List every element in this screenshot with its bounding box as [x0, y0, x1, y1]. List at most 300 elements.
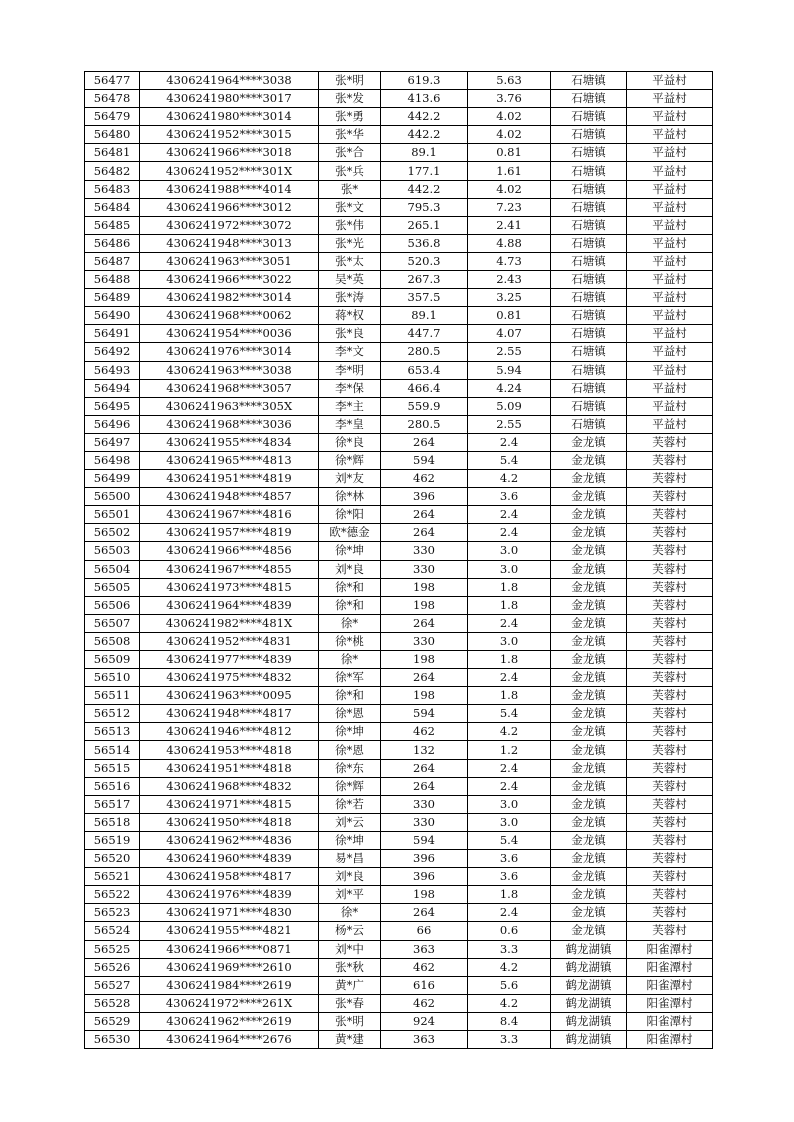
village-cell: 平益村 — [627, 307, 713, 325]
table-row — [85, 596, 713, 614]
serial-number-cell: 56506 — [85, 596, 140, 614]
area-cell: 2.55 — [468, 343, 551, 361]
table-row — [85, 72, 713, 90]
serial-number-cell: 56489 — [85, 289, 140, 307]
village-cell: 芙蓉村 — [627, 651, 713, 669]
town-cell: 鹤龙湖镇 — [551, 958, 627, 976]
amount-cell: 462 — [381, 723, 468, 741]
village-cell: 芙蓉村 — [627, 632, 713, 650]
name-cell: 易*昌 — [319, 850, 381, 868]
area-cell: 1.8 — [468, 578, 551, 596]
area-cell: 0.81 — [468, 144, 551, 162]
town-cell: 鹤龙湖镇 — [551, 1012, 627, 1030]
id-number-cell: 4306241951****4819 — [140, 470, 319, 488]
amount-cell: 89.1 — [381, 144, 468, 162]
area-cell: 2.4 — [468, 524, 551, 542]
town-cell: 金龙镇 — [551, 868, 627, 886]
id-number-cell: 4306241950****4818 — [140, 813, 319, 831]
village-cell: 芙蓉村 — [627, 524, 713, 542]
table-row — [85, 831, 713, 849]
town-cell: 石塘镇 — [551, 126, 627, 144]
id-number-cell: 4306241968****3057 — [140, 379, 319, 397]
serial-number-cell: 56504 — [85, 560, 140, 578]
table-row — [85, 379, 713, 397]
id-number-cell: 4306241971****4815 — [140, 795, 319, 813]
serial-number-cell: 56520 — [85, 850, 140, 868]
town-cell: 金龙镇 — [551, 506, 627, 524]
area-cell: 2.55 — [468, 415, 551, 433]
table-row — [85, 180, 713, 198]
area-cell: 1.8 — [468, 651, 551, 669]
name-cell: 张*秋 — [319, 958, 381, 976]
amount-cell: 442.2 — [381, 180, 468, 198]
town-cell: 金龙镇 — [551, 560, 627, 578]
id-number-cell: 4306241967****4855 — [140, 560, 319, 578]
amount-cell: 559.9 — [381, 397, 468, 415]
table-row — [85, 1030, 713, 1048]
town-cell: 金龙镇 — [551, 777, 627, 795]
id-number-cell: 4306241968****4832 — [140, 777, 319, 795]
area-cell: 5.09 — [468, 397, 551, 415]
name-cell: 吴*英 — [319, 271, 381, 289]
serial-number-cell: 56510 — [85, 669, 140, 687]
amount-cell: 594 — [381, 831, 468, 849]
data-table — [84, 71, 713, 1049]
id-number-cell: 4306241976****3014 — [140, 343, 319, 361]
table-row — [85, 307, 713, 325]
id-number-cell: 4306241960****4839 — [140, 850, 319, 868]
amount-cell: 795.3 — [381, 198, 468, 216]
serial-number-cell: 56479 — [85, 108, 140, 126]
village-cell: 芙蓉村 — [627, 904, 713, 922]
serial-number-cell: 56498 — [85, 451, 140, 469]
amount-cell: 442.2 — [381, 108, 468, 126]
id-number-cell: 4306241984****2619 — [140, 976, 319, 994]
area-cell: 3.6 — [468, 488, 551, 506]
area-cell: 4.73 — [468, 252, 551, 270]
name-cell: 徐*阳 — [319, 506, 381, 524]
table-row — [85, 451, 713, 469]
amount-cell: 280.5 — [381, 343, 468, 361]
table-row — [85, 994, 713, 1012]
serial-number-cell: 56494 — [85, 379, 140, 397]
village-cell: 阳雀潭村 — [627, 994, 713, 1012]
amount-cell: 462 — [381, 958, 468, 976]
village-cell: 芙蓉村 — [627, 578, 713, 596]
area-cell: 4.2 — [468, 994, 551, 1012]
serial-number-cell: 56507 — [85, 614, 140, 632]
town-cell: 石塘镇 — [551, 234, 627, 252]
serial-number-cell: 56499 — [85, 470, 140, 488]
amount-cell: 177.1 — [381, 162, 468, 180]
village-cell: 平益村 — [627, 234, 713, 252]
table-row — [85, 922, 713, 940]
name-cell: 徐*恩 — [319, 705, 381, 723]
table-row — [85, 904, 713, 922]
amount-cell: 594 — [381, 705, 468, 723]
amount-cell: 198 — [381, 886, 468, 904]
town-cell: 金龙镇 — [551, 651, 627, 669]
name-cell: 徐*恩 — [319, 741, 381, 759]
serial-number-cell: 56477 — [85, 72, 140, 90]
town-cell: 金龙镇 — [551, 488, 627, 506]
area-cell: 4.07 — [468, 325, 551, 343]
id-number-cell: 4306241964****3038 — [140, 72, 319, 90]
area-cell: 2.43 — [468, 271, 551, 289]
area-cell: 5.94 — [468, 361, 551, 379]
id-number-cell: 4306241972****261X — [140, 994, 319, 1012]
serial-number-cell: 56497 — [85, 433, 140, 451]
village-cell: 阳雀潭村 — [627, 976, 713, 994]
table-row — [85, 886, 713, 904]
id-number-cell: 4306241952****301X — [140, 162, 319, 180]
name-cell: 徐*军 — [319, 669, 381, 687]
table-row — [85, 343, 713, 361]
id-number-cell: 4306241966****3012 — [140, 198, 319, 216]
serial-number-cell: 56492 — [85, 343, 140, 361]
id-number-cell: 4306241980****3017 — [140, 90, 319, 108]
name-cell: 李*主 — [319, 397, 381, 415]
town-cell: 金龙镇 — [551, 922, 627, 940]
town-cell: 鹤龙湖镇 — [551, 976, 627, 994]
serial-number-cell: 56524 — [85, 922, 140, 940]
table-row — [85, 723, 713, 741]
table-row — [85, 162, 713, 180]
table-row — [85, 488, 713, 506]
name-cell: 刘*友 — [319, 470, 381, 488]
table-row — [85, 813, 713, 831]
name-cell: 徐*东 — [319, 759, 381, 777]
area-cell: 2.4 — [468, 506, 551, 524]
table-row — [85, 325, 713, 343]
serial-number-cell: 56502 — [85, 524, 140, 542]
table-row — [85, 524, 713, 542]
area-cell: 3.6 — [468, 850, 551, 868]
town-cell: 石塘镇 — [551, 289, 627, 307]
serial-number-cell: 56511 — [85, 687, 140, 705]
amount-cell: 264 — [381, 669, 468, 687]
town-cell: 金龙镇 — [551, 813, 627, 831]
area-cell: 2.4 — [468, 433, 551, 451]
village-cell: 平益村 — [627, 343, 713, 361]
table-row — [85, 560, 713, 578]
town-cell: 金龙镇 — [551, 470, 627, 488]
town-cell: 石塘镇 — [551, 198, 627, 216]
id-number-cell: 4306241973****4815 — [140, 578, 319, 596]
id-number-cell: 4306241966****3018 — [140, 144, 319, 162]
name-cell: 张*春 — [319, 994, 381, 1012]
village-cell: 平益村 — [627, 415, 713, 433]
serial-number-cell: 56525 — [85, 940, 140, 958]
table-row — [85, 940, 713, 958]
village-cell: 平益村 — [627, 271, 713, 289]
name-cell: 欧*德金 — [319, 524, 381, 542]
area-cell: 4.2 — [468, 470, 551, 488]
id-number-cell: 4306241968****0062 — [140, 307, 319, 325]
area-cell: 1.61 — [468, 162, 551, 180]
amount-cell: 462 — [381, 994, 468, 1012]
table-row — [85, 759, 713, 777]
amount-cell: 396 — [381, 488, 468, 506]
amount-cell: 264 — [381, 759, 468, 777]
serial-number-cell: 56482 — [85, 162, 140, 180]
name-cell: 李*皇 — [319, 415, 381, 433]
serial-number-cell: 56478 — [85, 90, 140, 108]
village-cell: 平益村 — [627, 198, 713, 216]
town-cell: 石塘镇 — [551, 379, 627, 397]
id-number-cell: 4306241976****4839 — [140, 886, 319, 904]
village-cell: 芙蓉村 — [627, 922, 713, 940]
serial-number-cell: 56519 — [85, 831, 140, 849]
serial-number-cell: 56501 — [85, 506, 140, 524]
table-row — [85, 687, 713, 705]
serial-number-cell: 56526 — [85, 958, 140, 976]
amount-cell: 330 — [381, 813, 468, 831]
name-cell: 张*良 — [319, 325, 381, 343]
serial-number-cell: 56491 — [85, 325, 140, 343]
table-row — [85, 108, 713, 126]
id-number-cell: 4306241962****2619 — [140, 1012, 319, 1030]
serial-number-cell: 56521 — [85, 868, 140, 886]
area-cell: 3.3 — [468, 940, 551, 958]
name-cell: 李*明 — [319, 361, 381, 379]
table-body — [85, 72, 713, 1049]
village-cell: 芙蓉村 — [627, 868, 713, 886]
village-cell: 平益村 — [627, 361, 713, 379]
town-cell: 金龙镇 — [551, 524, 627, 542]
id-number-cell: 4306241968****3036 — [140, 415, 319, 433]
area-cell: 3.0 — [468, 560, 551, 578]
area-cell: 4.88 — [468, 234, 551, 252]
town-cell: 石塘镇 — [551, 397, 627, 415]
village-cell: 芙蓉村 — [627, 741, 713, 759]
amount-cell: 396 — [381, 850, 468, 868]
id-number-cell: 4306241969****2610 — [140, 958, 319, 976]
amount-cell: 198 — [381, 596, 468, 614]
table-row — [85, 868, 713, 886]
table-row — [85, 976, 713, 994]
name-cell: 徐* — [319, 651, 381, 669]
town-cell: 石塘镇 — [551, 72, 627, 90]
town-cell: 石塘镇 — [551, 307, 627, 325]
area-cell: 3.76 — [468, 90, 551, 108]
area-cell: 2.4 — [468, 777, 551, 795]
area-cell: 5.6 — [468, 976, 551, 994]
village-cell: 芙蓉村 — [627, 831, 713, 849]
name-cell: 张*勇 — [319, 108, 381, 126]
area-cell: 2.4 — [468, 904, 551, 922]
town-cell: 鹤龙湖镇 — [551, 994, 627, 1012]
serial-number-cell: 56528 — [85, 994, 140, 1012]
area-cell: 3.25 — [468, 289, 551, 307]
name-cell: 徐*坤 — [319, 723, 381, 741]
amount-cell: 264 — [381, 614, 468, 632]
name-cell: 张*文 — [319, 198, 381, 216]
id-number-cell: 4306241948****4857 — [140, 488, 319, 506]
table-row — [85, 216, 713, 234]
town-cell: 金龙镇 — [551, 578, 627, 596]
amount-cell: 265.1 — [381, 216, 468, 234]
name-cell: 张*涛 — [319, 289, 381, 307]
area-cell: 1.2 — [468, 741, 551, 759]
id-number-cell: 4306241982****3014 — [140, 289, 319, 307]
serial-number-cell: 56486 — [85, 234, 140, 252]
town-cell: 金龙镇 — [551, 669, 627, 687]
table-row — [85, 741, 713, 759]
town-cell: 石塘镇 — [551, 361, 627, 379]
amount-cell: 264 — [381, 433, 468, 451]
town-cell: 金龙镇 — [551, 759, 627, 777]
serial-number-cell: 56493 — [85, 361, 140, 379]
village-cell: 平益村 — [627, 289, 713, 307]
name-cell: 刘*平 — [319, 886, 381, 904]
area-cell: 2.41 — [468, 216, 551, 234]
town-cell: 石塘镇 — [551, 343, 627, 361]
serial-number-cell: 56513 — [85, 723, 140, 741]
serial-number-cell: 56508 — [85, 632, 140, 650]
village-cell: 芙蓉村 — [627, 560, 713, 578]
serial-number-cell: 56515 — [85, 759, 140, 777]
id-number-cell: 4306241980****3014 — [140, 108, 319, 126]
village-cell: 芙蓉村 — [627, 433, 713, 451]
village-cell: 芙蓉村 — [627, 614, 713, 632]
amount-cell: 396 — [381, 868, 468, 886]
name-cell: 黄*建 — [319, 1030, 381, 1048]
area-cell: 4.2 — [468, 958, 551, 976]
amount-cell: 447.7 — [381, 325, 468, 343]
id-number-cell: 4306241957****4819 — [140, 524, 319, 542]
id-number-cell: 4306241966****0871 — [140, 940, 319, 958]
table-row — [85, 578, 713, 596]
village-cell: 阳雀潭村 — [627, 958, 713, 976]
village-cell: 芙蓉村 — [627, 687, 713, 705]
amount-cell: 330 — [381, 560, 468, 578]
id-number-cell: 4306241971****4830 — [140, 904, 319, 922]
amount-cell: 413.6 — [381, 90, 468, 108]
name-cell: 张*华 — [319, 126, 381, 144]
town-cell: 金龙镇 — [551, 904, 627, 922]
amount-cell: 66 — [381, 922, 468, 940]
village-cell: 平益村 — [627, 162, 713, 180]
table-row — [85, 542, 713, 560]
area-cell: 3.3 — [468, 1030, 551, 1048]
town-cell: 金龙镇 — [551, 687, 627, 705]
area-cell: 2.4 — [468, 669, 551, 687]
town-cell: 金龙镇 — [551, 886, 627, 904]
serial-number-cell: 56527 — [85, 976, 140, 994]
village-cell: 芙蓉村 — [627, 777, 713, 795]
name-cell: 徐*和 — [319, 578, 381, 596]
id-number-cell: 4306241975****4832 — [140, 669, 319, 687]
table-row — [85, 415, 713, 433]
amount-cell: 330 — [381, 795, 468, 813]
amount-cell: 619.3 — [381, 72, 468, 90]
area-cell: 5.4 — [468, 451, 551, 469]
id-number-cell: 4306241966****3022 — [140, 271, 319, 289]
table-row — [85, 397, 713, 415]
amount-cell: 924 — [381, 1012, 468, 1030]
id-number-cell: 4306241951****4818 — [140, 759, 319, 777]
village-cell: 平益村 — [627, 72, 713, 90]
table-row — [85, 470, 713, 488]
table-row — [85, 90, 713, 108]
area-cell: 4.02 — [468, 108, 551, 126]
table-row — [85, 506, 713, 524]
serial-number-cell: 56483 — [85, 180, 140, 198]
area-cell: 4.2 — [468, 723, 551, 741]
village-cell: 芙蓉村 — [627, 795, 713, 813]
serial-number-cell: 56509 — [85, 651, 140, 669]
serial-number-cell: 56500 — [85, 488, 140, 506]
serial-number-cell: 56495 — [85, 397, 140, 415]
town-cell: 金龙镇 — [551, 723, 627, 741]
area-cell: 4.02 — [468, 180, 551, 198]
amount-cell: 594 — [381, 451, 468, 469]
town-cell: 金龙镇 — [551, 705, 627, 723]
town-cell: 石塘镇 — [551, 108, 627, 126]
id-number-cell: 4306241972****3072 — [140, 216, 319, 234]
amount-cell: 520.3 — [381, 252, 468, 270]
name-cell: 徐*和 — [319, 596, 381, 614]
area-cell: 1.8 — [468, 596, 551, 614]
name-cell: 徐*桃 — [319, 632, 381, 650]
name-cell: 张*太 — [319, 252, 381, 270]
id-number-cell: 4306241952****3015 — [140, 126, 319, 144]
area-cell: 3.0 — [468, 632, 551, 650]
town-cell: 金龙镇 — [551, 433, 627, 451]
town-cell: 金龙镇 — [551, 614, 627, 632]
amount-cell: 264 — [381, 777, 468, 795]
serial-number-cell: 56485 — [85, 216, 140, 234]
id-number-cell: 4306241953****4818 — [140, 741, 319, 759]
area-cell: 7.23 — [468, 198, 551, 216]
area-cell: 3.0 — [468, 542, 551, 560]
id-number-cell: 4306241952****4831 — [140, 632, 319, 650]
amount-cell: 462 — [381, 470, 468, 488]
serial-number-cell: 56480 — [85, 126, 140, 144]
amount-cell: 363 — [381, 1030, 468, 1048]
name-cell: 张*发 — [319, 90, 381, 108]
name-cell: 刘*云 — [319, 813, 381, 831]
town-cell: 金龙镇 — [551, 542, 627, 560]
id-number-cell: 4306241963****3038 — [140, 361, 319, 379]
table-row — [85, 361, 713, 379]
name-cell: 张*明 — [319, 72, 381, 90]
name-cell: 徐*和 — [319, 687, 381, 705]
town-cell: 金龙镇 — [551, 850, 627, 868]
town-cell: 石塘镇 — [551, 162, 627, 180]
village-cell: 平益村 — [627, 325, 713, 343]
village-cell: 平益村 — [627, 180, 713, 198]
town-cell: 石塘镇 — [551, 90, 627, 108]
area-cell: 3.6 — [468, 868, 551, 886]
name-cell: 徐*若 — [319, 795, 381, 813]
table-row — [85, 632, 713, 650]
id-number-cell: 4306241967****4816 — [140, 506, 319, 524]
name-cell: 张* — [319, 180, 381, 198]
serial-number-cell: 56523 — [85, 904, 140, 922]
name-cell: 黄*广 — [319, 976, 381, 994]
village-cell: 平益村 — [627, 144, 713, 162]
id-number-cell: 4306241964****4839 — [140, 596, 319, 614]
area-cell: 0.81 — [468, 307, 551, 325]
village-cell: 阳雀潭村 — [627, 1030, 713, 1048]
id-number-cell: 4306241946****4812 — [140, 723, 319, 741]
village-cell: 平益村 — [627, 397, 713, 415]
area-cell: 1.8 — [468, 886, 551, 904]
amount-cell: 267.3 — [381, 271, 468, 289]
amount-cell: 357.5 — [381, 289, 468, 307]
